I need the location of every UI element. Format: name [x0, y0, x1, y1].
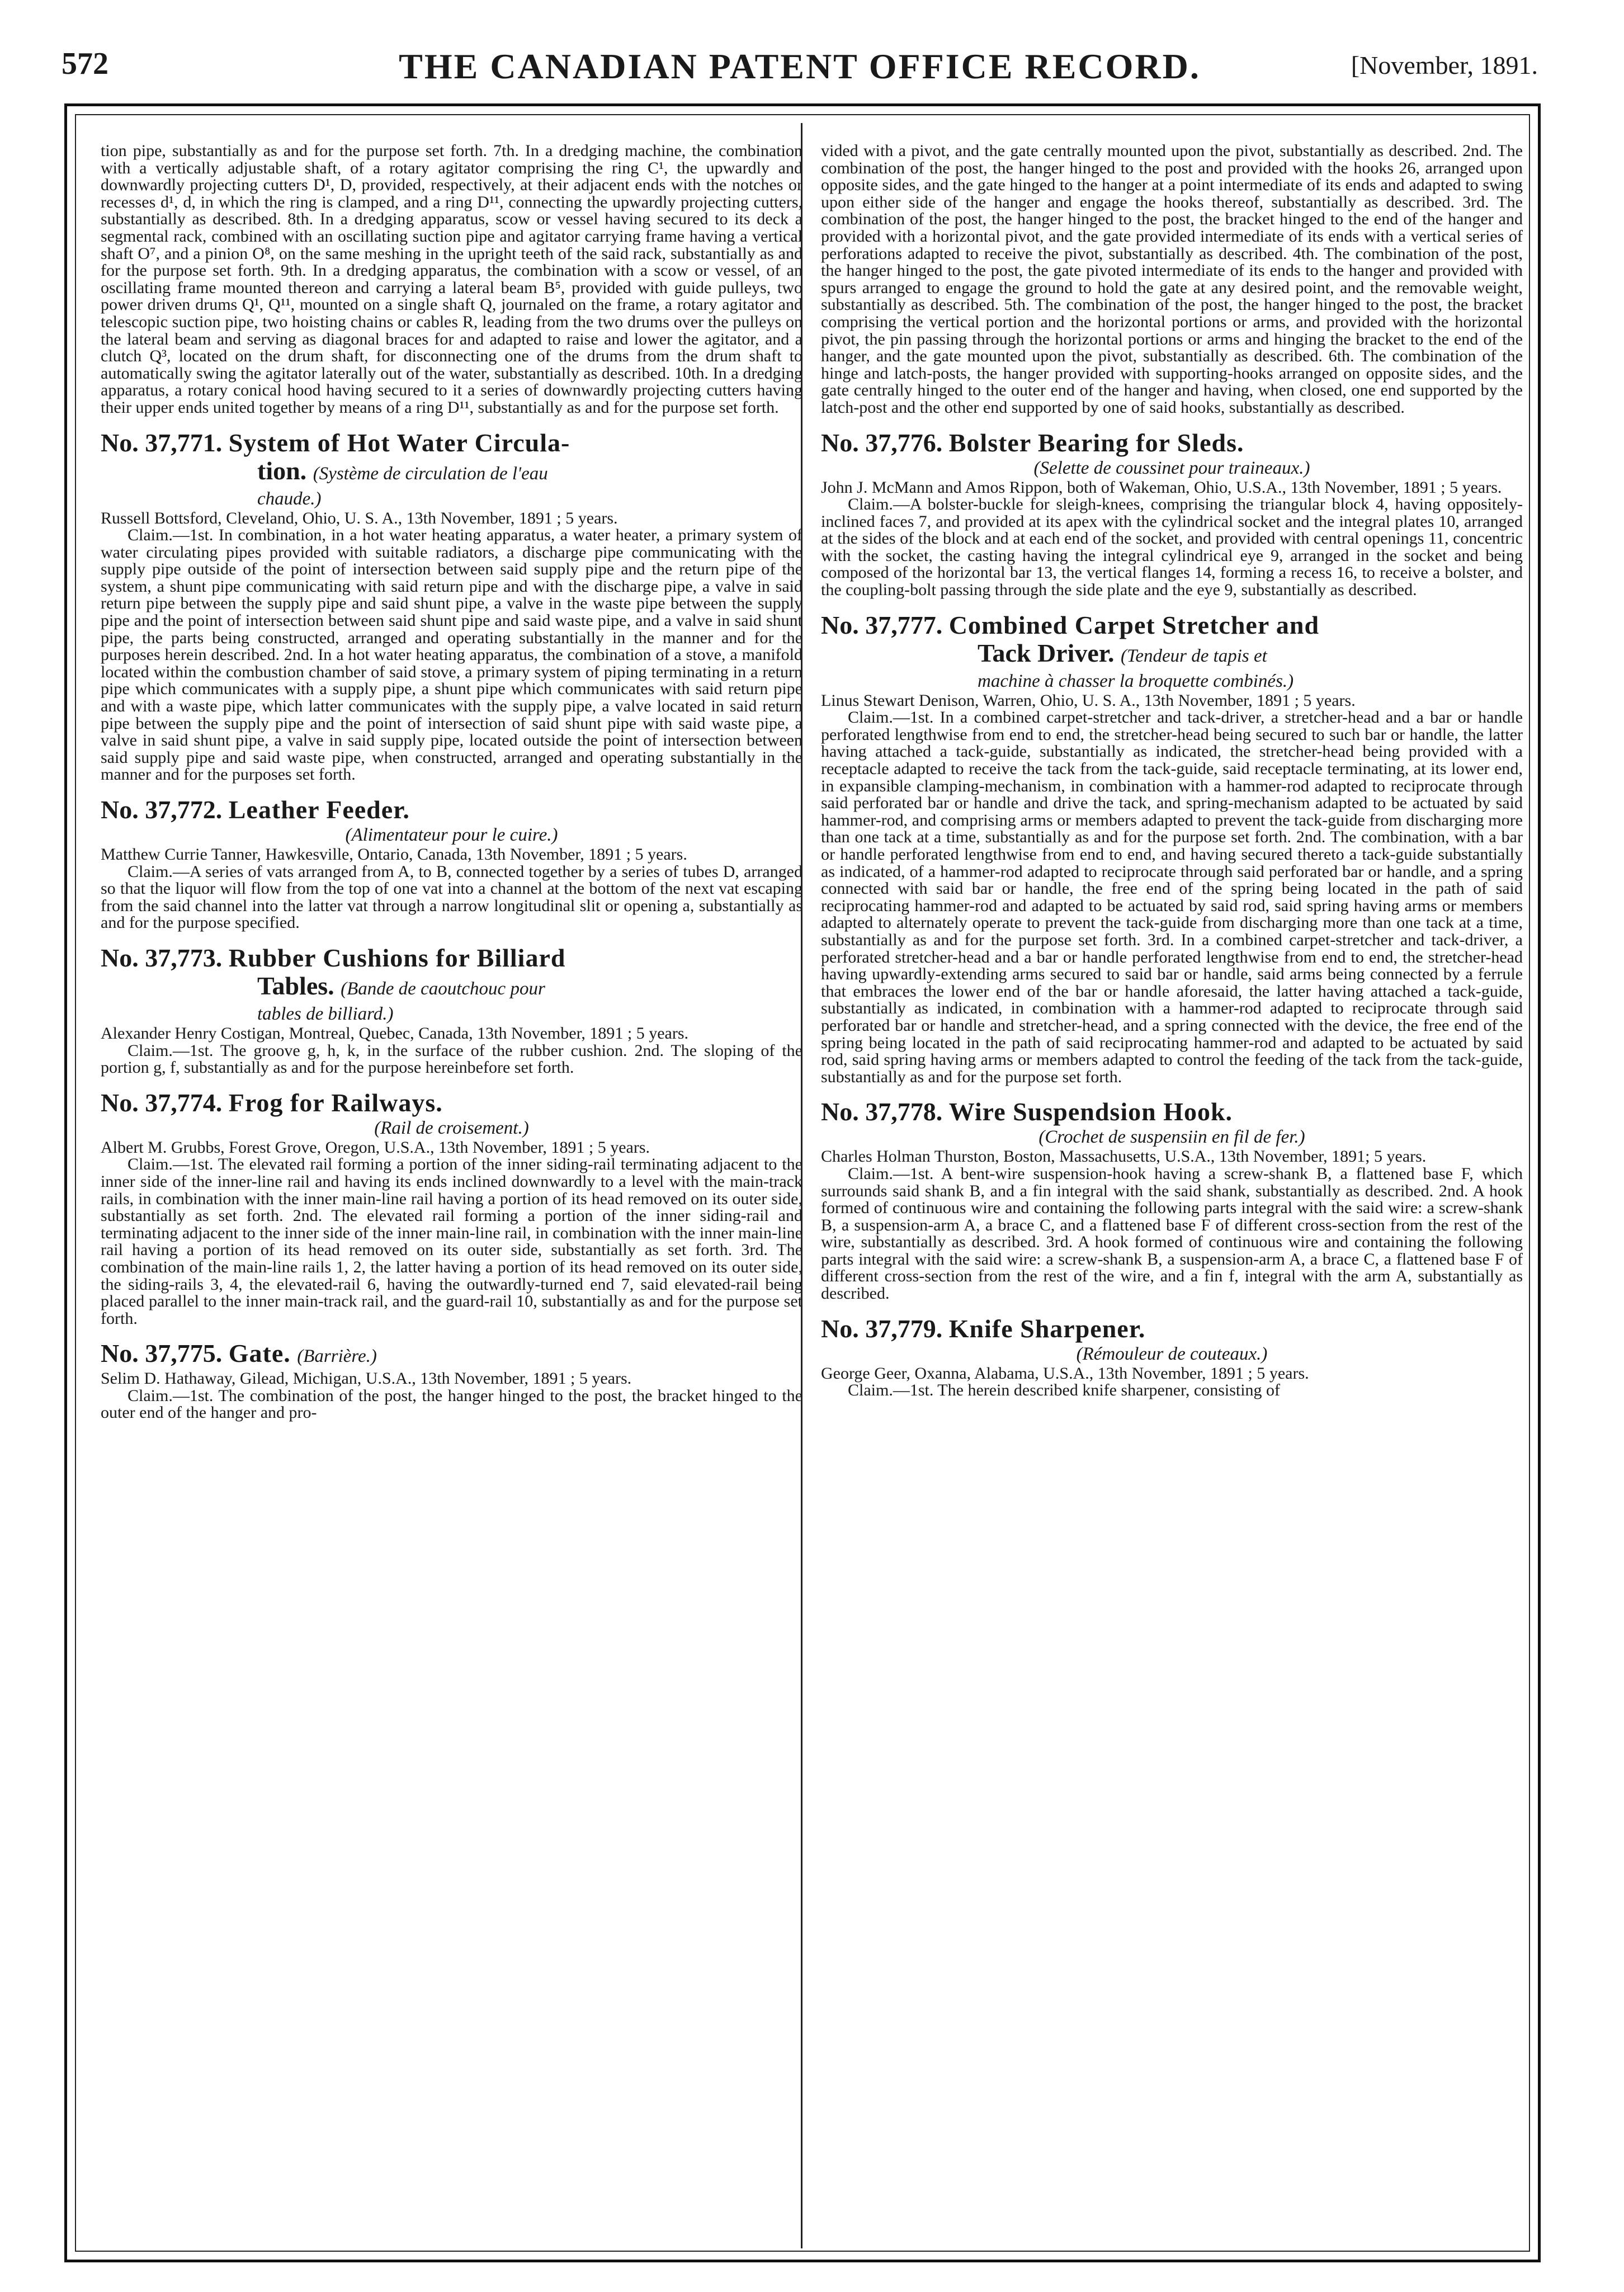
patent-37773: [101, 944, 802, 1077]
inventor-line: Selim D. Hathaway, Gilead, Michigan, U.S.A., 13th November, 1891 ; 5 years.: [101, 1369, 632, 1388]
claim-text: Claim.—1st. The combination of the post, the hanger hinged to the post, the bracket hinged to the outer end of the hanger and pro-: [101, 1386, 802, 1422]
patent-heading: [821, 1315, 1523, 1343]
page-header: [62, 46, 1538, 91]
patent-number: No. 37,772.: [101, 795, 223, 824]
patent-title-continued: tion. (Système de circulation de l'eau: [257, 456, 548, 485]
claim-text: Claim.—1st. A bent-wire suspension-hook having a screw-shank B, a flattened base F, which surrounds said shank B, and a fin integral with the said shank, substantially as described. 2nd. A hook formed of continuous wire and containing the following parts integral with the said wire: a screw-shank B, a suspension-arm A, a brace C, and a flattened base F of different cross-section from the rest of the wire, substantially as described. 3rd. A hook formed of continuous wire and containing the following parts integral with the said wire: a screw-shank B, a suspension-arm A, a brace C, a flattened base F of different cross-section from the rest of the wire, and a fin f, integral with the arm A, substantially as described.: [821, 1164, 1523, 1303]
patent-number: No. 37,779.: [821, 1314, 943, 1343]
patent-title: Combined Carpet Stretcher and: [948, 610, 1320, 639]
inventor-line: Alexander Henry Costigan, Montreal, Quebec, Canada, 13th November, 1891 ; 5 years.: [101, 1024, 688, 1043]
patent-number: No. 37,778.: [821, 1097, 943, 1126]
patent-title: Knife Sharpener.: [948, 1314, 1146, 1343]
claim-text: Claim.—A series of vats arranged from A, to B, connected together by a series of tubes D, arranged so that the liquor will flow from the top of one vat into a channel at the bottom of the next vat escaping from the said channel into the latter vat through a narrow longitudinal slit or opening a, substantially as and for the purpose specified.: [101, 862, 802, 932]
french-title: (Rail de croisement.): [374, 1117, 529, 1138]
french-title: (Système de circulation de l'eau: [313, 463, 548, 484]
french-title-continued: chaude.): [257, 488, 322, 509]
patent-title: Bolster Bearing for Sleds.: [948, 428, 1244, 457]
french-title: (Barrière.): [297, 1346, 377, 1367]
inventor-line: George Geer, Oxanna, Alabama, U.S.A., 13th November, 1891 ; 5 years.: [821, 1364, 1309, 1383]
french-title: (Crochet de suspensiin en fil de fer.): [1038, 1127, 1305, 1148]
patent-37776: [821, 429, 1523, 599]
patent-title-continued: Tack Driver. (Tendeur de tapis et: [978, 638, 1267, 667]
claim-text: Claim.—1st. In combination, in a hot water heating apparatus, a water heater, a primary system of water circulating pipes provided with suitable radiators, a discharge pipe communicating with the supply pipe outside of the point of intersection between said supply pipe and the return pipe of the system, a shunt pipe communicating with said return pipe and with the discharge pipe, a valve in said return pipe between the supply pipe and said shunt pipe, a valve in the waste pipe between the supply pipe and the point of intersection between said shunt pipe and said waste pipe, and a valve in said shunt pipe, the parts being constructed, arranged and operating substantially in the manner and for the purposes herein described. 2nd. In a hot water heating apparatus, the combination of a stove, a manifold located within the combustion chamber of said stove, a primary system of piping terminating in a return pipe which communicates with a supply pipe, a shunt pipe which communicates with said return pipe and with a waste pipe, which latter communicates with the supply pipe, a valve located in said return pipe between the supply pipe and the point of intersection of said shunt pipe with said waste pipe, a valve in said shunt pipe, a valve in said supply pipe, located outside the point of intersection between said supply pipe and said waste pipe, when constructed, arranged and operating substantially in the manner and for the purposes set forth.: [101, 526, 802, 784]
patent-heading: [101, 1340, 802, 1370]
patent-title: Frog for Railways.: [228, 1088, 443, 1117]
patent-heading: [101, 944, 802, 972]
patent-heading: [821, 1098, 1523, 1126]
patent-heading: [101, 796, 802, 824]
patent-number: No. 37,777.: [821, 610, 943, 639]
left-column: [101, 143, 802, 2251]
patent-37771: [101, 429, 802, 784]
continued-claims-text: tion pipe, substantially as and for the purpose set forth. 7th. In a dredging machine, the combination with a vertically adjustable shaft, of a rotary agitator comprising the ring C¹, the upwardly and downwardly projecting cutters D¹, D, provided, respectively, at their adjacent ends with the notches or recesses d¹, d, in which the ring is clamped, and a ring D¹¹, connecting the upwardly projecting cutters, substantially as described. 8th. In a dredging apparatus, scow or vessel having secured to its deck a segmental rack, combined with an oscillating suction pipe and agitator carrying frame having a vertical shaft O⁷, and a pinion O⁸, on the same meshing in the upright teeth of the said rack, substantially as and for the purpose set forth. 9th. In a dredging apparatus, the combination with a scow or vessel, of an oscillating frame mounted thereon and carrying a lateral beam B⁵, provided with guide pulleys, two power driven drums Q¹, Q¹¹, mounted on a single shaft Q, journaled on the frame, a rotary agitator and telescopic suction pipe, two hoisting chains or cables R, leading from the two drums over the pulleys on the lateral beam and serving as diagonal braces for and adapted to raise and lower the agitator, and a clutch Q³, located on the drum shaft, for disconnecting one of the drums from the drum shaft to automatically swing the agitator laterally out of the water, substantially as described. 10th. In a dredging apparatus, a rotary conical hood having secured to it a series of downwardly projecting cutters having their upper ends united together by means of a ring D¹¹, substantially as and for the purpose set forth.: [101, 143, 802, 417]
french-title: (Bande de caoutchouc pour: [341, 978, 545, 999]
inventor-line: Matthew Currie Tanner, Hawkesville, Ontario, Canada, 13th November, 1891 ; 5 years.: [101, 845, 687, 864]
patent-37777: [821, 611, 1523, 1086]
patent-37778: [821, 1098, 1523, 1302]
patent-heading: [821, 429, 1523, 457]
patent-37775: [101, 1340, 802, 1422]
patent-title: Gate.: [228, 1339, 291, 1368]
journal-title: THE CANADIAN PATENT OFFICE RECORD.: [399, 46, 1201, 86]
patent-number: No. 37,775.: [101, 1339, 223, 1368]
patent-number: No. 37,773.: [101, 943, 223, 972]
french-title: (Tendeur de tapis et: [1121, 645, 1267, 666]
claim-text: Claim.—A bolster-buckle for sleigh-knees, comprising the triangular block 4, having oppositely-inclined faces 7, and provided at its apex with the cylindrical socket and the integral plates 10, arranged at the sides of the block and at each end of the socket, and provided with central openings 11, concentric with the socket, the casting having the integral cylindrical eye 9, arranged in the socket and being composed of the horizontal bar 13, the vertical flanges 14, forming a recess 16, to receive a bolster, and the coupling-bolt passing through the side plate and the eye 9, substantially as described.: [821, 495, 1523, 600]
inventor-line: Linus Stewart Denison, Warren, Ohio, U. S. A., 13th November, 1891 ; 5 years.: [821, 691, 1356, 710]
patent-title: Wire Suspendsion Hook.: [948, 1097, 1233, 1126]
page-number: 572: [62, 46, 108, 81]
french-title: (Alimentateur pour le cuire.): [345, 825, 558, 845]
patent-heading: [101, 429, 802, 457]
inventor-line: Albert M. Grubbs, Forest Grove, Oregon, U.S.A., 13th November, 1891 ; 5 years.: [101, 1138, 650, 1157]
right-column: [821, 143, 1523, 2251]
patent-title: Leather Feeder.: [228, 795, 410, 824]
french-title: (Selette de coussinet pour traineaux.): [1033, 458, 1310, 478]
patent-37772: [101, 796, 802, 932]
french-title-continued: machine à chasser la broquette combinés.): [978, 671, 1294, 691]
patent-number: No. 37,771.: [101, 428, 223, 457]
patent-title: Rubber Cushions for Billiard: [228, 943, 566, 972]
patent-heading: [101, 1089, 802, 1117]
inventor-line: Charles Holman Thurston, Boston, Massachusetts, U.S.A., 13th November, 1891; 5 years.: [821, 1147, 1427, 1166]
claim-text: Claim.—1st. The groove g, h, k, in the surface of the rubber cushion. 2nd. The sloping of the portion g, f, substantially as and for the purpose hereinbefore set forth.: [101, 1041, 802, 1077]
claim-text: Claim.—1st. In a combined carpet-stretcher and tack-driver, a stretcher-head and a bar or handle perforated lengthwise from end to end, the stretcher-head being secured to such bar or handle, the latter having attached a tack-guide, substantially as indicated, the stretcher-head being provided with a receptacle adapted to receive the tack from the tack-guide, said receptacle terminating, at its lower end, in expansible clamping-mechanism, in combination with a hammer-rod adapted to reciprocate through said perforated bar or handle and drive the tack, and spring-mechanism adapted to be actuated by said hammer-rod, and comprising arms or members adapted to prevent the tack-guide from discharging more than one tack at a time, substantially as and for the purpose set forth. 2nd. The combination, with a bar or handle perforated lengthwise from end to end, and having secured thereto a tack-guide substantially as indicated, of a hammer-rod adapted to reciprocate through said perforated bar or handle, and a spring connected with said bar or handle, the free end of the spring being located in the path of said reciprocating hammer-rod and adapted to be actuated by said rod, said spring having arms or members adapted to alternately operate to prevent the tack-guide from discharging more than one tack at a time, substantially as and for the purpose set forth. 3rd. In a combined carpet-stretcher and tack-driver, a perforated stretcher-head and a bar or handle perforated lengthwise from end to end, the stretcher-head having upwardly-extending arms secured to said bar or handle, said arms being connected by a ferrule that embraces the lower end of the bar or handle aforesaid, the latter having attached a tack-guide, substantially as indicated, in combination with a hammer-rod adapted to reciprocate through said perforated bar or handle and stretcher-head, and a spring connected with the device, the free end of the spring being located in the path of said reciprocating hammer-rod and adapted to be actuated by said rod, said spring having arms or members adapted to control the feeding of the tack from the tack-guide, substantially as and for the purpose set forth.: [821, 708, 1523, 1086]
continued-claims-text: vided with a pivot, and the gate centrally mounted upon the pivot, substantially as described. 2nd. The combination of the post, the hanger hinged to the post and provided with the hooks 26, arranged upon opposite sides, and the gate hinged to the hanger at a point intermediate of its ends and adapted to swing upon either side of the hanger and engage the hooks thereof, substantially as described. 3rd. The combination of the post, the hanger hinged to the post, the bracket hinged to the end of the hanger and provided with a horizontal pivot, and the gate provided intermediate of its ends with a vertical series of perforations adapted to receive the pivot, substantially as described. 4th. The combination of the post, the hanger hinged to the post, the gate pivoted intermediate of its ends to the hanger and provided with spurs arranged to engage the ground to hold the gate at any desired point, and the removable weight, substantially as described. 5th. The combination of the post, the hanger hinged to the post, the bracket comprising the vertical portion and the horizontal portions or arms, and provided with the horizontal pivot, the pin passing through the horizontal portions or arms and hinging the bracket to the end of the hanger, and the gate mounted upon the pivot, substantially as described. 6th. The combination of the hinge and latch-posts, the hanger provided with supporting-hooks arranged on opposite sides, and the gate centrally hinged to the outer end of the hanger and having, when closed, one end supported by the latch-post and the other end supported by one of said hooks, substantially as described.: [821, 143, 1523, 417]
inventor-line: Russell Bottsford, Cleveland, Ohio, U. S. A., 13th November, 1891 ; 5 years.: [101, 508, 618, 527]
claim-text: Claim.—1st. The elevated rail forming a portion of the inner siding-rail terminating adjacent to the inner side of the inner-line rail and having its ends inclined downwardly to a level with the main-track rails, in combination with the inner main-line rail having a portion of its head removed on its outer side, substantially as set forth. 2nd. The elevated rail forming a portion of the inner siding-rail and terminating adjacent to the inner side of the inner main-line rail, in combination with the inner main-line rail having a portion of its head removed on its outer side, substantially as set forth. 3rd. The combination of the main-line rails 1, 2, the latter having a portion of its head removed on its outer side, the siding-rails 3, 4, the elevated-rail 6, having the outwardly-turned end 7, said elevated-rail being placed parallel to the inner main-track rail, and the guard-rail 10, substantially as and for the purpose set forth.: [101, 1155, 802, 1328]
french-title-continued: tables de billiard.): [257, 1003, 394, 1024]
french-title: (Rémouleur de couteaux.): [1076, 1343, 1268, 1364]
issue-date: [November, 1891.: [1351, 51, 1538, 79]
claim-text: Claim.—1st. The herein described knife sharpener, consisting of: [848, 1381, 1281, 1400]
patent-title-continued: Tables. (Bande de caoutchouc pour: [257, 971, 545, 1000]
patent-title: System of Hot Water Circula-: [228, 428, 570, 457]
patent-37774: [101, 1089, 802, 1328]
patent-37779: [821, 1315, 1523, 1399]
patent-number: No. 37,774.: [101, 1088, 223, 1117]
inventor-line: John J. McMann and Amos Rippon, both of Wakeman, Ohio, U.S.A., 13th November, 1891 ; 5 years.: [821, 478, 1502, 497]
patent-number: No. 37,776.: [821, 428, 943, 457]
patent-heading: [821, 611, 1523, 639]
